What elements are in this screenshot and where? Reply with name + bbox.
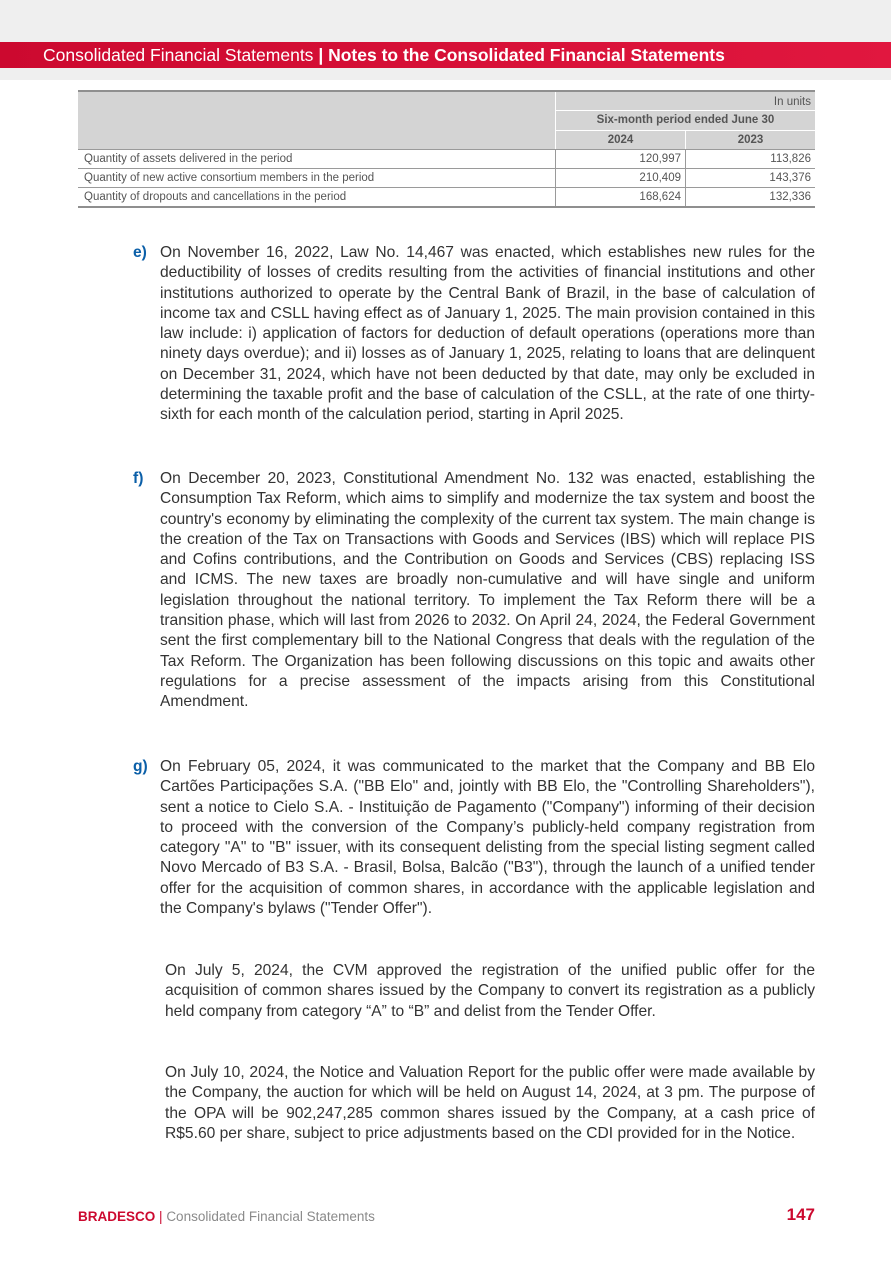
header-under-band: [0, 68, 891, 80]
consortium-table: [78, 90, 815, 208]
header-subtitle: Notes to the Consolidated Financial Statements: [328, 45, 725, 65]
page-number: 147: [786, 1205, 815, 1224]
row-value-2024: 210,409: [555, 169, 685, 187]
table-row: [78, 187, 815, 208]
header-bar: [0, 42, 891, 68]
note-marker: e): [133, 244, 147, 261]
note-e: [131, 243, 815, 426]
note-g-paragraph: On July 10, 2024, the Notice and Valuation Report for the public offer were made available by the Company, the auction for which will be held on August 14, 2024, at 3 pm. The purpose of the OPA will be 902,247,285 common shares issued by the Company, at a cash price of R$5.60 per share, subject to price adjustments based on the CDI provided for in the Notice.: [165, 1064, 815, 1142]
top-margin-band: [0, 0, 891, 42]
year-header-2024: 2024: [556, 131, 686, 149]
note-g: [131, 757, 815, 919]
row-value-2023: 113,826: [685, 150, 815, 168]
page-footer: [78, 1205, 815, 1228]
table-header: [78, 90, 815, 149]
row-label: Quantity of dropouts and cancellations in the period: [84, 191, 347, 203]
row-label: Quantity of new active consortium members in the period: [84, 172, 375, 184]
row-value-2023: 143,376: [685, 169, 815, 187]
row-value-2023: 132,336: [685, 188, 815, 206]
row-value-2024: 168,624: [555, 188, 685, 206]
row-label: Quantity of assets delivered in the period: [84, 153, 293, 165]
year-header-2023: 2023: [737, 134, 764, 146]
table-row: [78, 149, 815, 168]
table-row: [78, 168, 815, 187]
note-f: [131, 469, 815, 713]
note-text: On November 16, 2022, Law No. 14,467 was enacted, which establishes new rules for the deductibility of losses of credits resulting from the activities of financial institutions and other institutions authorized to operate by the Central Bank of Brazil, in the base of calculation of income tax and CSLL having effect as of January 1, 2025. The main provision contained in this law include: i) application of factors for deduction of default operations (operations more than ninety days overdue); and ii) losses as of January 1, 2025, relating to loans that are delinquent on December 31, 2024, which have not been deducted by that date, may only be excluded in determining the taxable profit and the base of calculation of the CSLL, at the rate of one thirty-sixth for each month of the calculation period, starting in April 2025.: [160, 244, 815, 424]
period-label: Six-month period ended June 30: [596, 114, 775, 126]
note-marker: f): [133, 470, 144, 487]
footer-title: Consolidated Financial Statements: [166, 1209, 375, 1224]
row-value-2024: 120,997: [555, 150, 685, 168]
note-g-paragraph: On July 5, 2024, the CVM approved the registration of the unified public offer for the acquisition of common shares issued by the Company to convert its registration as a publicly held company from category “A” to “B” and delist from the Tender Offer.: [165, 962, 815, 1020]
note-text: On February 05, 2024, it was communicated to the market that the Company and BB Elo Cartões Participações S.A. ("BB Elo" and, jointly with BB Elo, the "Controlling Shareholders"), sent a notice to Cielo S.A. - Instituição de Pagamento ("Company") informing of their decision to proceed with the conversion of the Company’s publicly-held company registration from category "A" to "B" issuer, with its consequent delisting from the special listing segment called Novo Mercado of B3 S.A. - Brasil, Bolsa, Balcão ("B3"), through the launch of a unified tender offer for the acquisition of common shares, in accordance with the applicable legislation and the Company's bylaws ("Tender Offer").: [160, 758, 815, 918]
header-separator: |: [318, 45, 324, 65]
unit-label: In units: [773, 96, 811, 108]
note-text: On December 20, 2023, Constitutional Amendment No. 132 was enacted, establishing the Consumption Tax Reform, which aims to simplify and modernize the tax system and boost the country's economy by eliminating the complexity of the current tax system. The main change is the creation of the Tax on Transactions with Goods and Services (IBS) which will replace PIS and Cofins contributions, and the Contribution on Goods and Services (CBS) replacing ISS and ICMS. The new taxes are broadly non-cumulative and will have single and uniform legislation throughout the national territory. To implement the Tax Reform there will be a transition phase, which will last from 2026 to 2032. On April 24, 2024, the Federal Government sent the first complementary bill to the National Congress that deals with the regulation of the Tax Reform. The Organization has been following discussions on this topic and awaits other regulations for a precise assessment of the impacts arising from this Constitutional Amendment.: [160, 470, 815, 711]
footer-brand: BRADESCO: [78, 1209, 156, 1224]
header-title: Consolidated Financial Statements: [43, 45, 314, 65]
note-marker: g): [133, 758, 148, 775]
footer-separator: |: [159, 1209, 163, 1224]
